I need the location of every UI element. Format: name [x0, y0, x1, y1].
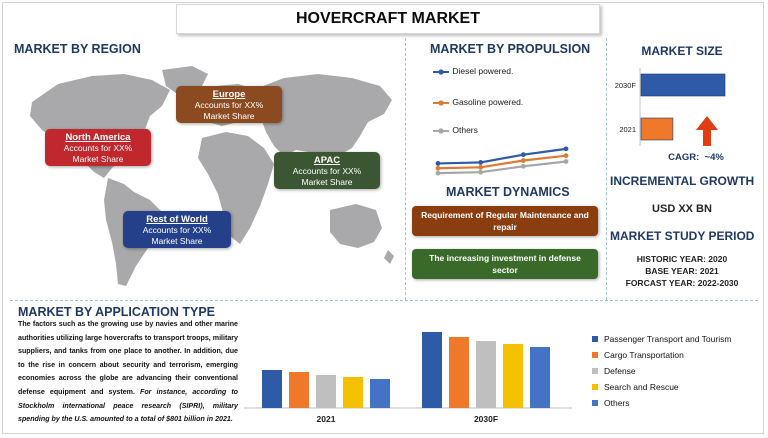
- historic-year: HISTORIC YEAR: 2020: [636, 254, 728, 264]
- legend-swatch: [592, 368, 598, 374]
- app-bar: [262, 370, 282, 408]
- propulsion-point: [521, 158, 526, 163]
- growth-heading: INCREMENTAL GROWTH: [610, 174, 755, 188]
- growth-arrow-icon: [696, 116, 718, 146]
- forecast-year: FORCAST YEAR: 2022-2030: [625, 278, 739, 288]
- app-bar: [476, 341, 496, 408]
- propulsion-heading: MARKET BY PROPULSION: [430, 42, 591, 56]
- study-period-list: [612, 253, 752, 289]
- application-paragraph: [18, 318, 238, 427]
- legend-swatch: [592, 400, 598, 406]
- legend-item-cargo: [592, 347, 762, 363]
- region-share: Accounts for XX%: [292, 166, 362, 176]
- legend-marker-diesel: [432, 68, 450, 76]
- legend-item-gasoline: [432, 97, 523, 107]
- propulsion-point: [521, 152, 526, 157]
- propulsion-point: [436, 171, 441, 176]
- map-new-zealand: [384, 250, 394, 264]
- region-share-label: Market Share: [151, 236, 203, 246]
- app-bar: [449, 337, 469, 408]
- legend-label: Others: [604, 398, 630, 408]
- region-name: Europe: [212, 89, 246, 100]
- legend-label: Passenger Transport and Tourism: [604, 334, 732, 344]
- propulsion-series-line: [438, 149, 566, 164]
- app-bar: [503, 344, 523, 408]
- app-bar: [343, 377, 363, 408]
- region-share-label: Market Share: [203, 111, 255, 121]
- propulsion-point: [478, 160, 483, 165]
- growth-value: USD XX BN: [652, 203, 712, 215]
- application-paragraph-example: For instance, according to Stockholm international peace research (SIPRI), military spending by the U.S. amounted to a total of $801 billion in 2021.: [18, 387, 239, 424]
- divider-vertical-1: [405, 38, 406, 300]
- region-name: APAC: [313, 155, 341, 166]
- legend-item-diesel: [432, 66, 513, 76]
- legend-label: Defense: [604, 366, 636, 376]
- size-bar-2021: [641, 118, 673, 140]
- divider-vertical-2: [606, 38, 607, 300]
- application-bar-chart: [244, 322, 574, 428]
- legend-item-search-rescue: [592, 379, 762, 395]
- app-bar: [422, 332, 442, 408]
- legend-marker-others: [432, 127, 450, 135]
- propulsion-point: [436, 161, 441, 166]
- app-bar: [530, 347, 550, 408]
- size-tick-label: 2030F: [614, 81, 636, 90]
- propulsion-line-chart: [432, 140, 572, 182]
- cagr-value: CAGR: ~4%: [668, 152, 724, 163]
- size-heading: MARKET SIZE: [641, 44, 723, 58]
- base-year: BASE YEAR: 2021: [645, 266, 719, 276]
- region-share-label: Market Share: [301, 177, 353, 187]
- legend-item-others: [432, 125, 478, 135]
- legend-swatch: [592, 352, 598, 358]
- period-heading: MARKET STUDY PERIOD: [610, 229, 755, 243]
- region-heading: MARKET BY REGION: [14, 42, 141, 56]
- region-share: Accounts for XX%: [142, 225, 212, 235]
- legend-label: Others: [452, 125, 478, 135]
- legend-marker-gasoline: [432, 99, 450, 107]
- legend-label: Gasoline powered.: [452, 97, 524, 107]
- propulsion-legend: [432, 66, 582, 140]
- app-bar: [289, 372, 309, 408]
- legend-label: Search and Rescue: [604, 382, 679, 392]
- region-box-rest-of-world: [123, 211, 231, 248]
- size-bar-2030F: [641, 74, 725, 96]
- propulsion-point: [436, 166, 441, 171]
- propulsion-point: [478, 170, 483, 175]
- propulsion-point: [564, 159, 569, 164]
- region-share: Accounts for XX%: [194, 100, 264, 110]
- legend-swatch: [592, 336, 598, 342]
- app-category-label: 2021: [316, 414, 336, 424]
- app-bar: [316, 375, 336, 408]
- region-box-europe: [176, 86, 282, 123]
- legend-item-others: [592, 395, 762, 411]
- legend-item-passenger: [592, 331, 762, 347]
- size-tick-label: 2021: [619, 125, 636, 134]
- legend-label: Cargo Transportation: [604, 350, 684, 360]
- market-size-bar-chart: [610, 66, 756, 148]
- map-australia: [330, 204, 382, 248]
- region-name: Rest of World: [146, 214, 208, 225]
- region-share-label: Market Share: [72, 154, 124, 164]
- divider-horizontal: [10, 300, 758, 301]
- legend-item-defense: [592, 363, 762, 379]
- region-box-apac: [274, 152, 380, 189]
- dynamics-item-maintenance: Requirement of Regular Maintenance and repair: [412, 206, 598, 236]
- propulsion-point: [521, 164, 526, 169]
- legend-label: Diesel powered.: [452, 66, 514, 76]
- region-box-north-america: [45, 129, 151, 166]
- region-name: North America: [65, 132, 131, 143]
- application-paragraph-text: The factors such as the growing use by navies and other marine authorities utilizing large hovercrafts to transport troops, military suppliers, and tanks from one place to another. In addition, due to the rise in concern about security and terrorism, emerging economies across the globe are advancing their conventional defense equipment and system.: [18, 320, 238, 396]
- region-share: Accounts for XX%: [63, 143, 133, 153]
- page-title: HOVERCRAFT MARKET: [176, 4, 600, 34]
- legend-swatch: [592, 384, 598, 390]
- dynamics-heading: MARKET DYNAMICS: [446, 185, 570, 199]
- app-category-label: 2030F: [473, 414, 499, 424]
- application-legend: [592, 331, 762, 411]
- propulsion-point: [478, 165, 483, 170]
- application-heading: MARKET BY APPLICATION TYPE: [18, 305, 216, 319]
- dynamics-item-defense-investment: The increasing investment in defense sector: [412, 249, 598, 279]
- propulsion-point: [564, 153, 569, 158]
- app-bar: [370, 379, 390, 408]
- propulsion-point: [564, 146, 569, 151]
